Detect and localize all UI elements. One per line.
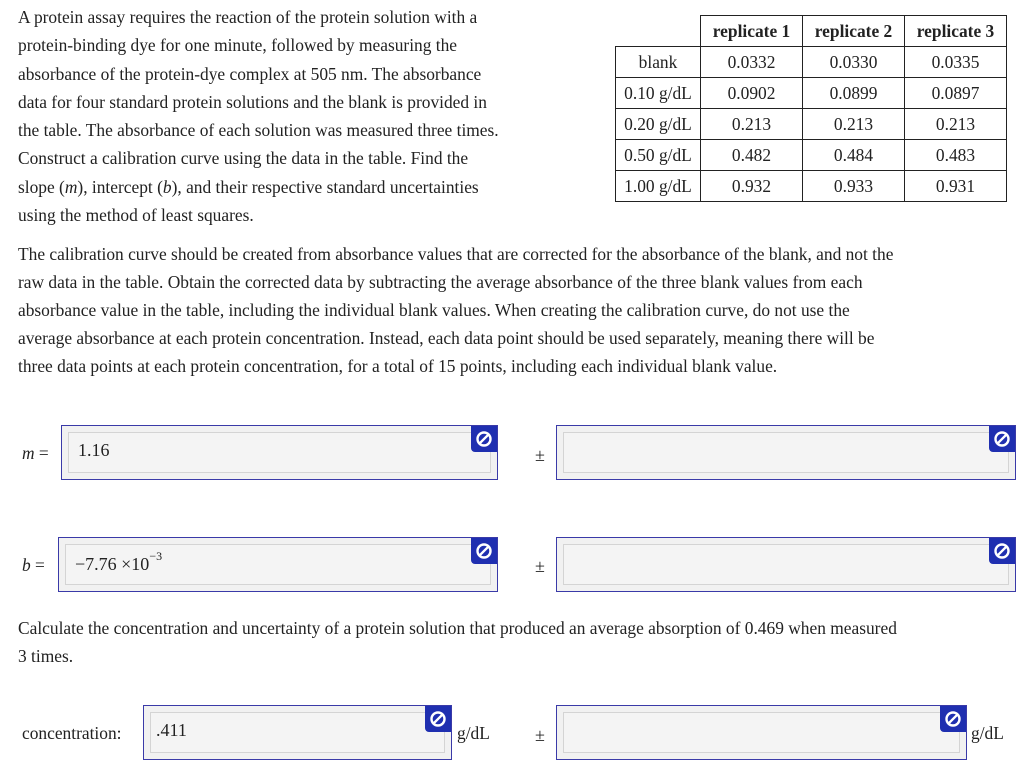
field-inner: [150, 712, 445, 753]
intro-line: Construct a calibration curve using the data in the table. Find the: [18, 148, 469, 169]
table-cell: 0.931: [905, 171, 1007, 202]
table-cell: 0.933: [803, 171, 905, 202]
problem-intro: [18, 3, 578, 229]
intercept-answer-field[interactable]: [58, 537, 498, 592]
slope-value: 1.16: [78, 440, 110, 460]
plus-minus-sign: ±: [535, 556, 545, 576]
incorrect-slash-icon: [471, 426, 497, 452]
table-row: [616, 78, 1007, 109]
intro-line: the table. The absorbance of each solution was measured three times.: [18, 120, 499, 141]
table-cell: 0.484: [803, 140, 905, 171]
table-cell: 0.213: [905, 109, 1007, 140]
table-cell: 0.0897: [905, 78, 1007, 109]
paragraph-line: The calibration curve should be created from absorbance values that are corrected for the absorbance of the blank, and not the: [18, 244, 894, 264]
paragraph-line: 3 times.: [18, 646, 74, 666]
table-cell: 0.932: [701, 171, 803, 202]
slope-uncertainty-field[interactable]: [556, 425, 1016, 480]
table-cell: 0.483: [905, 140, 1007, 171]
row-label: 0.10 g/dL: [616, 78, 701, 109]
paragraph-line: three data points at each protein concentration, for a total of 15 points, including each individual blank value.: [18, 356, 778, 376]
table-cell: 0.0335: [905, 47, 1007, 78]
incorrect-slash-icon: [425, 706, 451, 732]
row-label: 0.50 g/dL: [616, 140, 701, 171]
paragraph-line: average absorbance at each protein concentration. Instead, each data point should be used separately, meaning there will be: [18, 328, 875, 348]
table-cell: 0.0899: [803, 78, 905, 109]
intro-line: using the method of least squares.: [18, 205, 254, 226]
plus-minus-sign: ±: [535, 445, 545, 465]
table-cell: 0.482: [701, 140, 803, 171]
incorrect-slash-icon: [940, 706, 966, 732]
intro-line: data for four standard protein solutions and the blank is provided in: [18, 91, 487, 112]
concentration-value: .411: [156, 720, 187, 740]
incorrect-slash-icon: [989, 426, 1015, 452]
intro-line: absorbance of the protein-dye complex at 505 nm. The absorbance: [18, 63, 482, 84]
column-header: replicate 2: [803, 16, 905, 47]
table-cell: 0.0902: [701, 78, 803, 109]
field-inner: [563, 712, 960, 753]
incorrect-slash-icon: [989, 538, 1015, 564]
paragraph-line: absorbance value in the table, including the individual blank values. When creating the calibration curve, do not use the: [18, 300, 850, 320]
intercept-uncertainty-field[interactable]: [556, 537, 1016, 592]
instructions-paragraph: [18, 240, 1018, 380]
row-label: blank: [616, 47, 701, 78]
slope-var: m: [64, 176, 78, 197]
row-label: 1.00 g/dL: [616, 171, 701, 202]
concentration-answer-field[interactable]: [143, 705, 452, 760]
table-cell: 0.213: [701, 109, 803, 140]
table-cell: 0.0330: [803, 47, 905, 78]
absorbance-table: [615, 15, 1007, 202]
table-cell: 0.0332: [701, 47, 803, 78]
intercept-var: b: [162, 176, 172, 197]
intro-line: slope (m), intercept (b), and their respective standard uncertainties: [18, 176, 479, 197]
field-inner: [563, 432, 1009, 473]
column-header: replicate 3: [905, 16, 1007, 47]
intro-line: A protein assay requires the reaction of the protein solution with a: [18, 7, 478, 27]
intro-line: protein-binding dye for one minute, followed by measuring the: [18, 35, 458, 56]
concentration-uncertainty-field[interactable]: [556, 705, 967, 760]
intercept-value: $-7.76 \times 10^{-3}$: [75, 549, 163, 574]
concentration-label: concentration:: [22, 723, 122, 743]
incorrect-slash-icon: [471, 538, 497, 564]
row-label: 0.20 g/dL: [616, 109, 701, 140]
paragraph-line: Calculate the concentration and uncertainty of a protein solution that produced an average absorption of 0.469 when measured: [18, 618, 897, 638]
table-corner: [616, 16, 701, 47]
uncertainty-unit: g/dL: [971, 723, 1004, 743]
table-header-row: [616, 16, 1007, 47]
table-row: [616, 140, 1007, 171]
slope-answer-field[interactable]: [61, 425, 498, 480]
table-row: [616, 47, 1007, 78]
intercept-label: b =: [22, 555, 45, 575]
column-header: replicate 1: [701, 16, 803, 47]
table-cell: 0.213: [803, 109, 905, 140]
slope-label: m =: [22, 443, 49, 463]
plus-minus-sign: ±: [535, 725, 545, 745]
field-inner: [563, 544, 1009, 585]
field-inner: [68, 432, 491, 473]
paragraph-line: raw data in the table. Obtain the corrected data by subtracting the average absorbance of the three blank values from each: [18, 272, 863, 292]
table-row: [616, 109, 1007, 140]
question-paragraph: [18, 614, 1018, 670]
table-row: [616, 171, 1007, 202]
concentration-unit: g/dL: [457, 723, 490, 743]
